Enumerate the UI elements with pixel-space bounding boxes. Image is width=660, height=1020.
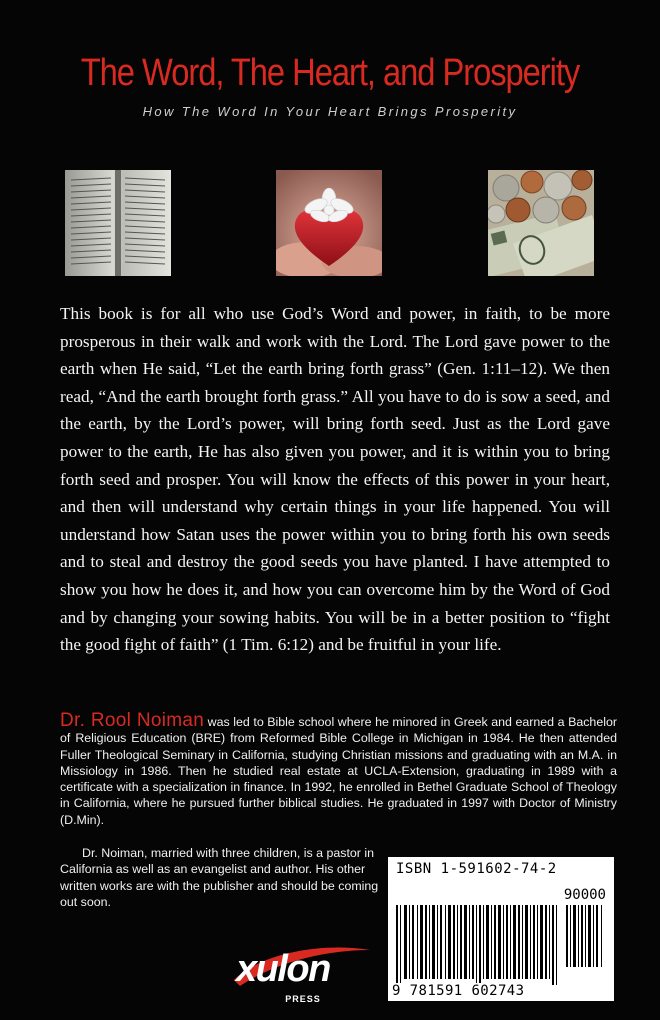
logo-wordmark: xulon: [236, 948, 330, 990]
price-addon-code: 90000: [563, 887, 606, 903]
author-name: Dr. Rool Noiman: [60, 710, 205, 731]
author-bio: [60, 710, 617, 828]
logo-press-label: PRESS: [285, 994, 321, 1004]
ean-number: 9 781591 602743: [392, 983, 525, 999]
author-bio-text: was led to Bible school where he minored in Greek and earned a Bachelor of Religious Education (BRE) from Reformed Bible College in Michigan in 1984. He then attended Fuller Theological Seminary in California, studying Christian missions and graduating with an M.A. in Missiology in 1986. Then he studied real estate at UCLA-Extension, graduating in 1989 with a certificate with a specialization in finance. In 1992, he enrolled in Bethel Graduate School of Theology in California, where he pursued further biblical studies. He graduated in 1997 with Doctor of Ministry (D.Min).: [60, 715, 617, 827]
money-photo: [488, 170, 594, 276]
book-subtitle: How The Word In Your Heart Brings Prosperity: [142, 104, 518, 119]
heart-gift-photo: [276, 170, 382, 276]
back-cover-blurb: This book is for all who use God’s Word and power, in faith, to be more prosperous in their walk and work with the Lord. The Lord gave power to the earth when He said, “Let the earth bring forth grass” (Gen. 1:11–12). We then read, “And the earth brought forth grass.” All you have to do is sow a seed, and the earth, by the Lord’s power, will bring forth seed. Just as the Lord gave power to the earth, He has also given you power, and it is within you to bring forth seed and prosper. You will know the effects of this power in your heart, and then will understand why certain things in your life happened. You will understand how Satan uses the power within you to bring forth his own seeds and to steal and destroy the good seeds you have planted. I have attempted to show you how he does it, and how you can overcome him by the Word of God and by changing your sowing habits. You will be in a better position to “fight the good fight of faith” (1 Tim. 6:12) and be fruitful in your life.: [60, 304, 610, 655]
barcode-bars: [396, 905, 606, 985]
bible-photo: [65, 170, 171, 276]
book-title: The Word, The Heart, and Prosperity: [80, 52, 580, 94]
isbn-barcode: [388, 857, 614, 1001]
publisher-logo: [230, 940, 376, 1012]
author-bio-continued: Dr. Noiman, married with three children, is a pastor in California as well as an evangelist and author. His other written works are with the publisher and should be coming out soon.: [60, 846, 379, 909]
isbn-text: ISBN 1-591602-74-2: [396, 861, 557, 877]
